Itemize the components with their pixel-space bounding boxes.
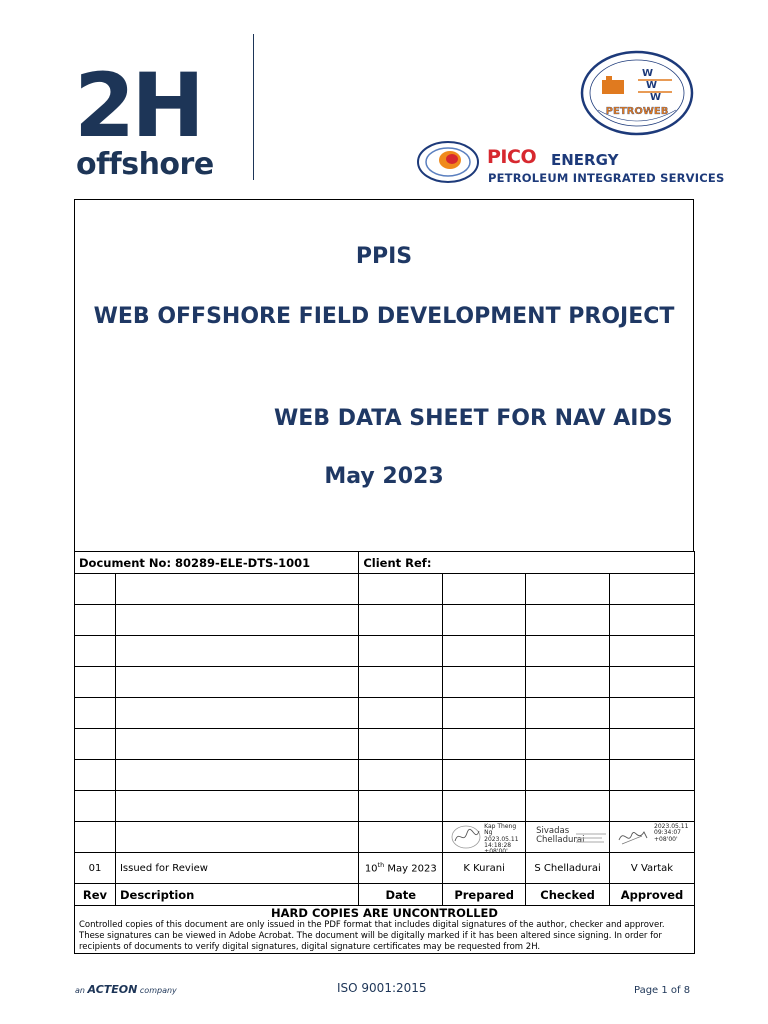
revision-date: 10th May 2023 [359,853,443,884]
revision-checked: S Chelladurai [526,853,610,884]
approved-stamp-tz: +08'00' [654,835,678,843]
svg-text:W: W [646,80,658,91]
prepared-signer-name: Kap Theng Ng [484,823,517,837]
table-row [75,729,695,760]
label-checked: Checked [526,884,610,906]
title-document: WEB DATA SHEET FOR NAV AIDS [274,406,673,431]
hard-copies-row [75,906,695,954]
table-row [75,574,695,605]
table-header-row [75,552,695,574]
approved-stamp-time: 09:34:07 [654,829,681,837]
hard-copies-title: HARD COPIES ARE UNCONTROLLED [271,906,498,920]
pico-energy: ENERGY [551,151,619,169]
label-approved: Approved [610,884,695,906]
pico-swirl-logo [416,138,480,186]
table-row [75,698,695,729]
revision-number: 01 [75,853,116,884]
page-number: Page 1 of 8 [634,985,691,996]
checked-signature-stamp-icon [576,831,608,845]
checked-signer-first: Sivadas [536,826,570,836]
table-row [75,760,695,791]
revision-approved: V Vartak [610,853,695,884]
logo-offshore-text: offshore [76,147,214,182]
label-row [75,884,695,906]
table-row [75,791,695,822]
label-rev: Rev [75,884,116,906]
approved-stamp-date: 2023.05.11 [654,823,689,830]
approved-signature-cell[interactable] [610,822,695,853]
hard-copies-text: Controlled copies of this document are only issued in the PDF format that includes digital signatures of the author, checker and approver. These signatures can be viewed in Adobe Acrobat. The document will be digitally marked if it has been altered since signing. In order for recipients of documents to verify digital signatures, digital signature certificates may be requested from 2H. [79,920,665,952]
title-project: WEB OFFSHORE FIELD DEVELOPMENT PROJECT [93,304,675,329]
prepared-stamp-date: 2023.05.11 [484,835,519,843]
svg-text:W: W [642,68,654,79]
approved-signature-mark [616,824,650,850]
label-prepared: Prepared [443,884,526,906]
document-number: Document No: 80289-ELE-DTS-1001 [75,552,359,574]
acteon-logo [75,983,177,996]
acteon-name: ACTEON [87,983,138,996]
prepared-signature-mark [449,823,483,851]
acteon-suffix: company [139,986,177,995]
prepared-signature-cell[interactable] [443,822,526,856]
logo-divider [253,34,254,180]
acteon-prefix: an [75,986,85,995]
iso-certification: ISO 9001:2015 [337,981,427,995]
label-description: Description [115,884,358,906]
pico-name: PICO [487,146,537,168]
prepared-stamp-tz: +08'00' [484,848,508,856]
checked-signer-last: Chelladurai [536,835,585,845]
table-row [75,636,695,667]
document-control-table [74,551,695,954]
checked-signature-cell[interactable] [526,822,610,853]
2h-offshore-logo [74,54,236,188]
logo-2h-text: 2H [74,54,201,157]
revision-description: Issued for Review [115,853,358,884]
revision-prepared: K Kurani [443,853,526,884]
signature-row [75,822,695,853]
table-row [75,667,695,698]
title-ppis: PPIS [355,244,413,269]
table-row [75,605,695,636]
petroweb-seal-logo [580,50,694,136]
title-date: May 2023 [324,464,444,489]
revision-row [75,853,695,884]
label-date: Date [359,884,443,906]
svg-text:W: W [650,92,662,103]
client-ref: Client Ref: [359,552,695,574]
prepared-stamp-time: 14:18:28 [484,841,512,849]
petroweb-name: PETROWEB [605,106,669,117]
pico-subtitle: PETROLEUM INTEGRATED SERVICES [488,171,725,185]
